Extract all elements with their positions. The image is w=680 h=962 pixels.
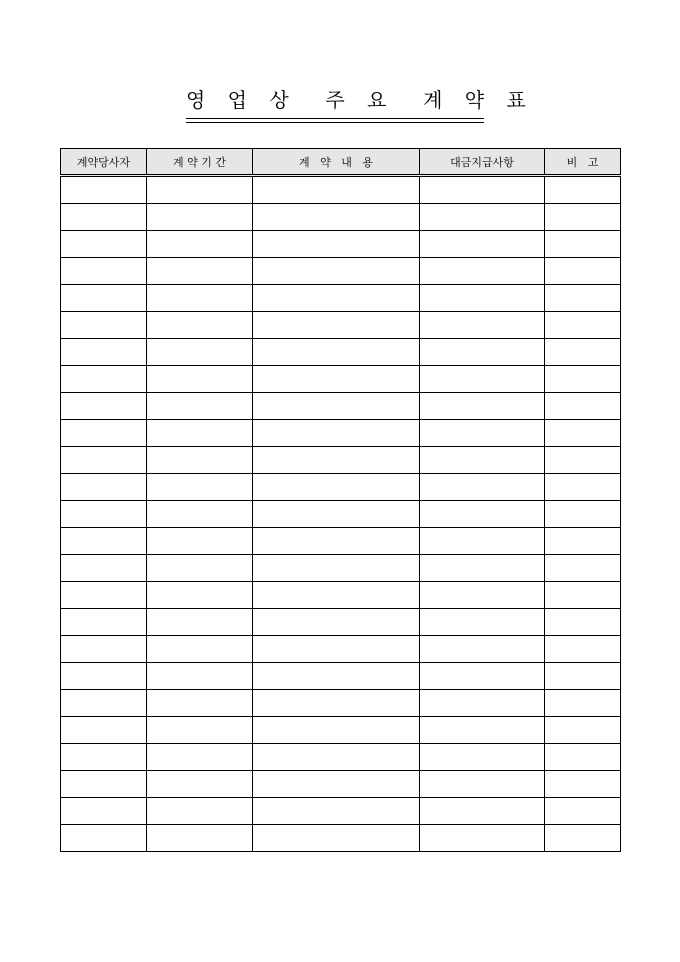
contract-party-cell[interactable] [61,528,147,555]
remarks-cell[interactable] [545,744,621,771]
table-row [61,609,621,636]
payment-terms-cell[interactable] [420,474,545,501]
contract-details-cell[interactable] [253,798,420,825]
payment-terms-cell[interactable] [420,798,545,825]
payment-terms-cell[interactable] [420,555,545,582]
contract-party-cell[interactable] [61,176,147,204]
contract-party-cell[interactable] [61,825,147,852]
table-row [61,393,621,420]
contract-details-cell[interactable] [253,663,420,690]
header-payment-terms: 대금지급사항 [420,149,545,176]
remarks-cell[interactable] [545,204,621,231]
contract-party-cell[interactable] [61,771,147,798]
table-row [61,231,621,258]
table-row [61,771,621,798]
contract-details-cell[interactable] [253,176,420,204]
contract-details-cell[interactable] [253,258,420,285]
table-row [61,663,621,690]
remarks-cell[interactable] [545,825,621,852]
payment-terms-cell[interactable] [420,771,545,798]
contract-period-cell[interactable] [147,636,253,663]
table-body [61,176,621,852]
contract-details-cell[interactable] [253,204,420,231]
remarks-cell[interactable] [545,231,621,258]
table-row [61,312,621,339]
table-row [61,690,621,717]
contract-details-cell[interactable] [253,312,420,339]
contract-party-cell[interactable] [61,339,147,366]
contract-details-cell[interactable] [253,555,420,582]
contract-party-cell[interactable] [61,609,147,636]
contract-period-cell[interactable] [147,339,253,366]
contract-period-cell[interactable] [147,231,253,258]
contract-period-cell[interactable] [147,420,253,447]
remarks-cell[interactable] [545,312,621,339]
table-row [61,501,621,528]
payment-terms-cell[interactable] [420,582,545,609]
contract-details-cell[interactable] [253,285,420,312]
payment-terms-cell[interactable] [420,636,545,663]
payment-terms-cell[interactable] [420,312,545,339]
contract-party-cell[interactable] [61,717,147,744]
payment-terms-cell[interactable] [420,420,545,447]
remarks-cell[interactable] [545,690,621,717]
table-row [61,366,621,393]
table-row [61,555,621,582]
remarks-cell[interactable] [545,339,621,366]
remarks-cell[interactable] [545,285,621,312]
contract-period-cell[interactable] [147,393,253,420]
contract-period-cell[interactable] [147,798,253,825]
contract-period-cell[interactable] [147,447,253,474]
remarks-cell[interactable] [545,771,621,798]
remarks-cell[interactable] [545,366,621,393]
table-row [61,582,621,609]
contract-party-cell[interactable] [61,501,147,528]
contract-period-cell[interactable] [147,582,253,609]
contract-details-cell[interactable] [253,582,420,609]
contract-period-cell[interactable] [147,285,253,312]
contract-details-cell[interactable] [253,744,420,771]
remarks-cell[interactable] [545,717,621,744]
contract-party-cell[interactable] [61,285,147,312]
contract-party-cell[interactable] [61,798,147,825]
header-contract-party: 계약당사자 [61,149,147,176]
payment-terms-cell[interactable] [420,825,545,852]
header-contract-details: 계 약 내 용 [253,149,420,176]
table-row [61,717,621,744]
contract-party-cell[interactable] [61,447,147,474]
remarks-cell[interactable] [545,609,621,636]
table-row [61,636,621,663]
document-title-block [186,86,534,123]
contract-details-cell[interactable] [253,825,420,852]
table-row [61,285,621,312]
remarks-cell[interactable] [545,176,621,204]
contract-period-cell[interactable] [147,204,253,231]
contract-party-cell[interactable] [61,231,147,258]
table-row [61,825,621,852]
table-header-row [61,149,621,176]
contract-party-cell[interactable] [61,204,147,231]
contract-period-cell[interactable] [147,744,253,771]
payment-terms-cell[interactable] [420,501,545,528]
contract-details-cell[interactable] [253,717,420,744]
contract-table [60,148,621,852]
remarks-cell[interactable] [545,501,621,528]
contract-details-cell[interactable] [253,609,420,636]
contract-party-cell[interactable] [61,663,147,690]
contract-details-cell[interactable] [253,447,420,474]
contract-period-cell[interactable] [147,663,253,690]
contract-details-cell[interactable] [253,474,420,501]
contract-details-cell[interactable] [253,771,420,798]
contract-party-cell[interactable] [61,555,147,582]
contract-party-cell[interactable] [61,420,147,447]
remarks-cell[interactable] [545,528,621,555]
table-row [61,798,621,825]
contract-period-cell[interactable] [147,258,253,285]
contract-party-cell[interactable] [61,258,147,285]
contract-period-cell[interactable] [147,717,253,744]
contract-period-cell[interactable] [147,771,253,798]
contract-party-cell[interactable] [61,744,147,771]
contract-party-cell[interactable] [61,474,147,501]
contract-party-cell[interactable] [61,636,147,663]
contract-period-cell[interactable] [147,366,253,393]
table-row [61,447,621,474]
table-row [61,176,621,204]
document-title: 영 업 상 주 요 계 약 표 [186,88,534,112]
payment-terms-cell[interactable] [420,528,545,555]
contract-details-cell[interactable] [253,636,420,663]
contract-period-cell[interactable] [147,312,253,339]
payment-terms-cell[interactable] [420,176,545,204]
contract-details-cell[interactable] [253,528,420,555]
payment-terms-cell[interactable] [420,285,545,312]
payment-terms-cell[interactable] [420,663,545,690]
payment-terms-cell[interactable] [420,231,545,258]
header-remarks: 비 고 [545,149,621,176]
remarks-cell[interactable] [545,447,621,474]
remarks-cell[interactable] [545,636,621,663]
remarks-cell[interactable] [545,555,621,582]
payment-terms-cell[interactable] [420,717,545,744]
remarks-cell[interactable] [545,393,621,420]
table-row [61,744,621,771]
payment-terms-cell[interactable] [420,447,545,474]
contract-period-cell[interactable] [147,528,253,555]
title-double-underline [186,118,484,123]
table-row [61,474,621,501]
remarks-cell[interactable] [545,663,621,690]
remarks-cell[interactable] [545,798,621,825]
contract-party-cell[interactable] [61,312,147,339]
contract-details-cell[interactable] [253,366,420,393]
contract-details-cell[interactable] [253,501,420,528]
contract-details-cell[interactable] [253,231,420,258]
remarks-cell[interactable] [545,474,621,501]
contract-period-cell[interactable] [147,825,253,852]
payment-terms-cell[interactable] [420,744,545,771]
contract-details-cell[interactable] [253,690,420,717]
contract-period-cell[interactable] [147,501,253,528]
contract-party-cell[interactable] [61,582,147,609]
table-row [61,204,621,231]
remarks-cell[interactable] [545,420,621,447]
contract-party-cell[interactable] [61,690,147,717]
remarks-cell[interactable] [545,258,621,285]
contract-period-cell[interactable] [147,609,253,636]
header-contract-period: 계 약 기 간 [147,149,253,176]
contract-period-cell[interactable] [147,474,253,501]
contract-period-cell[interactable] [147,690,253,717]
contract-party-cell[interactable] [61,393,147,420]
payment-terms-cell[interactable] [420,204,545,231]
contract-details-cell[interactable] [253,339,420,366]
remarks-cell[interactable] [545,582,621,609]
contract-details-cell[interactable] [253,393,420,420]
table-row [61,420,621,447]
table-row [61,258,621,285]
contract-period-cell[interactable] [147,555,253,582]
table-row [61,528,621,555]
contract-details-cell[interactable] [253,420,420,447]
payment-terms-cell[interactable] [420,366,545,393]
contract-period-cell[interactable] [147,176,253,204]
payment-terms-cell[interactable] [420,690,545,717]
contract-party-cell[interactable] [61,366,147,393]
payment-terms-cell[interactable] [420,258,545,285]
payment-terms-cell[interactable] [420,609,545,636]
payment-terms-cell[interactable] [420,339,545,366]
payment-terms-cell[interactable] [420,393,545,420]
table-row [61,339,621,366]
